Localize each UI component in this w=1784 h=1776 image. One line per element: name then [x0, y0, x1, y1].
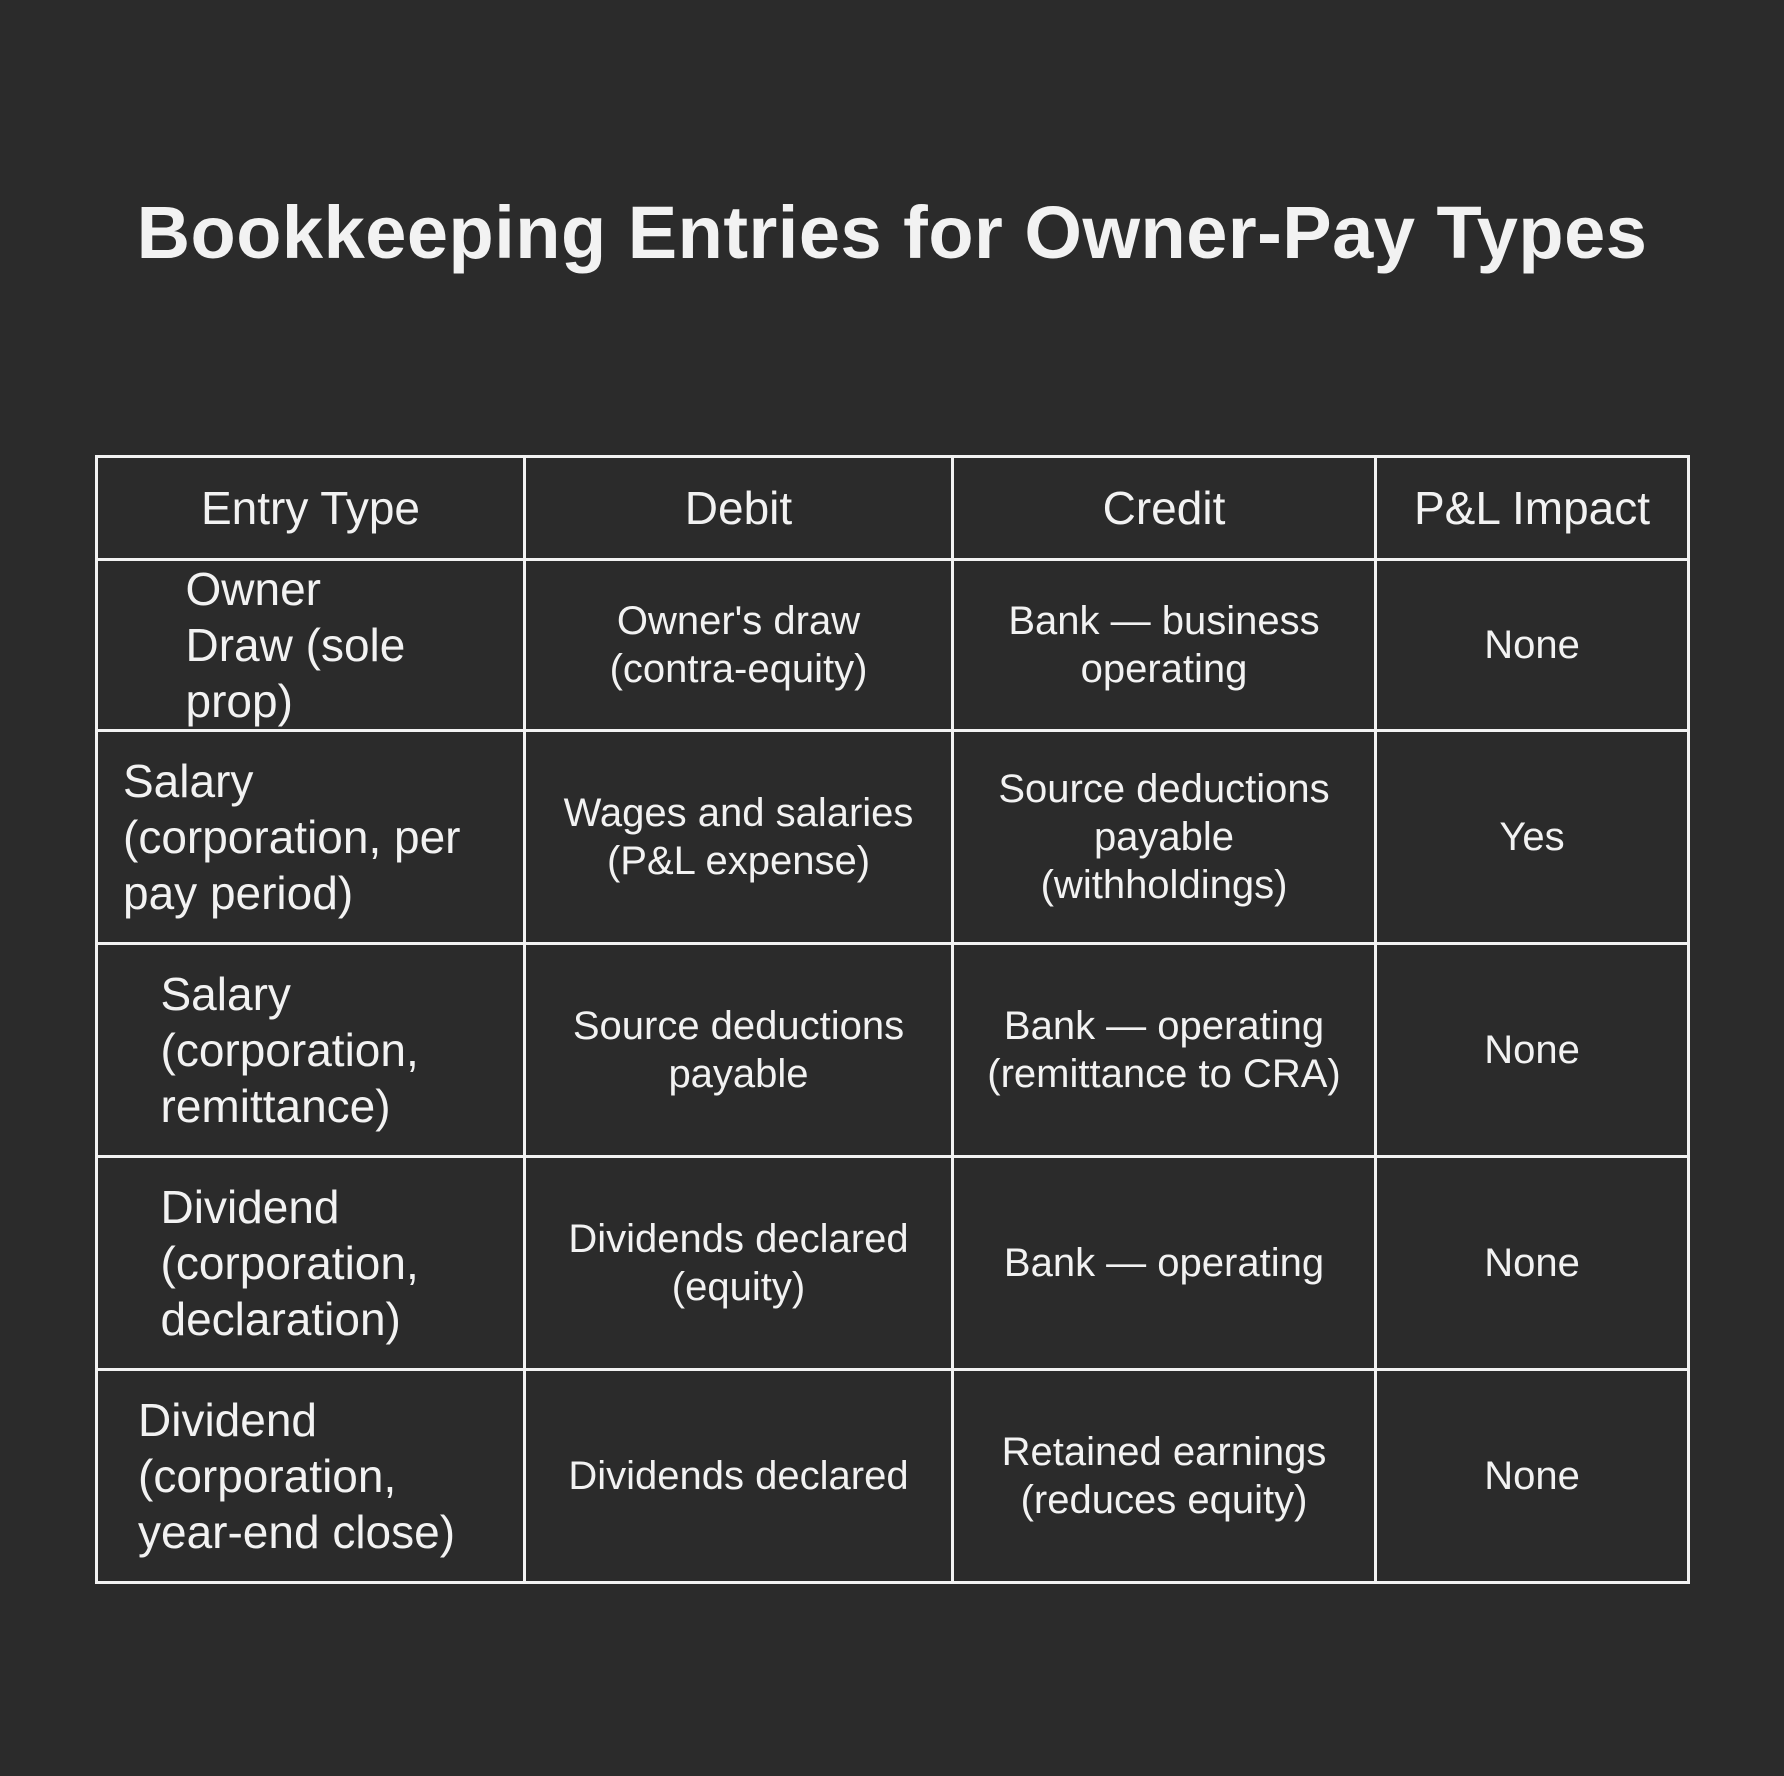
pl-impact-cell: None: [1376, 1370, 1689, 1583]
column-header-entry-type: Entry Type: [97, 457, 525, 560]
debit-cell: Owner's draw (contra-equity): [525, 560, 953, 731]
pl-impact-cell: None: [1376, 944, 1689, 1157]
column-header-pl-impact: P&L Impact: [1376, 457, 1689, 560]
pl-impact-cell: Yes: [1376, 731, 1689, 944]
debit-cell: Dividends declared (equity): [525, 1157, 953, 1370]
debit-cell: Wages and salaries (P&L expense): [525, 731, 953, 944]
table-row: [97, 1157, 1689, 1370]
table-header-row: [97, 457, 1689, 560]
entry-type-cell: Owner Draw (sole prop): [97, 560, 525, 731]
credit-cell: Source deductions payable (withholdings): [953, 731, 1376, 944]
table-row: [97, 731, 1689, 944]
table-row: [97, 1370, 1689, 1583]
pl-impact-cell: None: [1376, 1157, 1689, 1370]
entry-type-cell: Dividend (corporation, declaration): [97, 1157, 525, 1370]
credit-cell: Bank — business operating: [953, 560, 1376, 731]
column-header-credit: Credit: [953, 457, 1376, 560]
credit-cell: Bank — operating (remittance to CRA): [953, 944, 1376, 1157]
table-row: [97, 944, 1689, 1157]
credit-cell: Retained earnings (reduces equity): [953, 1370, 1376, 1583]
entry-type-cell: Dividend (corporation, year-end close): [97, 1370, 525, 1583]
debit-cell: Dividends declared: [525, 1370, 953, 1583]
debit-cell: Source deductions payable: [525, 944, 953, 1157]
owner-pay-entries-table: [95, 455, 1690, 1584]
entry-type-cell: Salary (corporation, remittance): [97, 944, 525, 1157]
column-header-debit: Debit: [525, 457, 953, 560]
pl-impact-cell: None: [1376, 560, 1689, 731]
entry-type-cell: Salary (corporation, per pay period): [97, 731, 525, 944]
table-row: [97, 560, 1689, 731]
page-title: Bookkeeping Entries for Owner-Pay Types: [136, 191, 1648, 274]
credit-cell: Bank — operating: [953, 1157, 1376, 1370]
